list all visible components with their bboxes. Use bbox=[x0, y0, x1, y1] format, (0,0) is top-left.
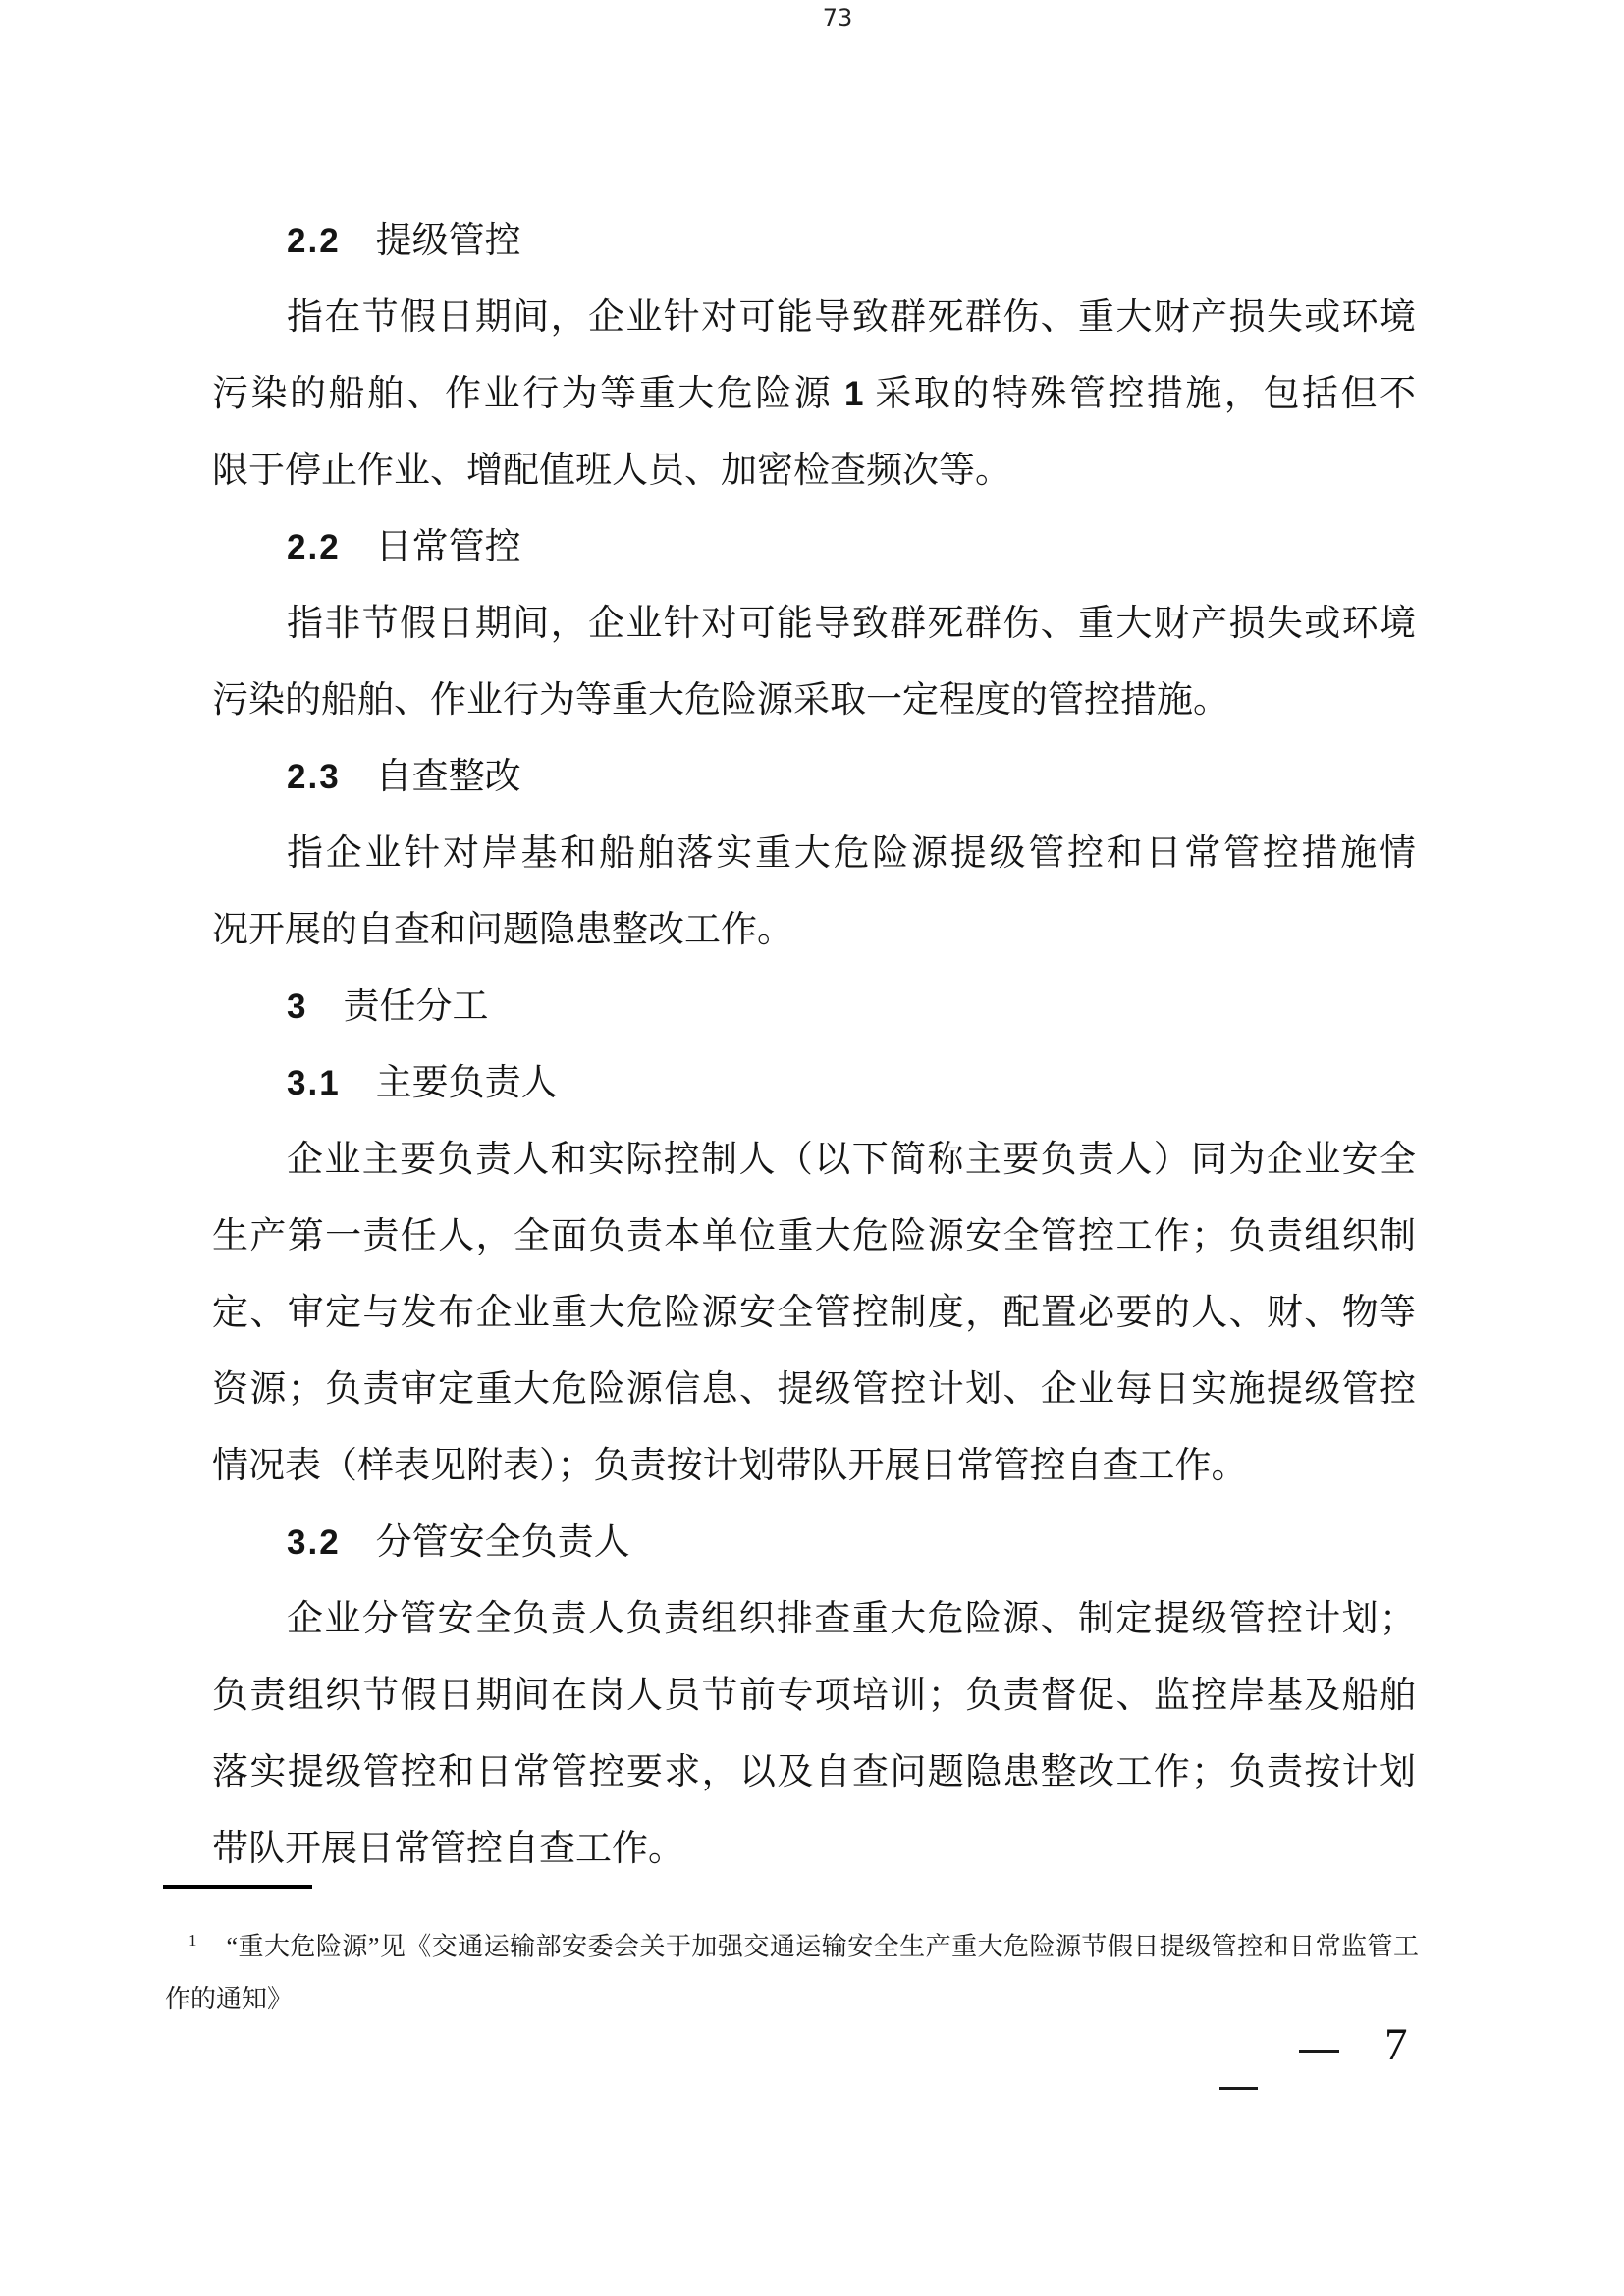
footnote-reference: 1 bbox=[844, 375, 864, 413]
text-segment: 污染的船舶、作业行为等重大危险源采取一定程度的管控措施。 bbox=[212, 680, 1229, 721]
body-text-line bbox=[212, 1199, 1416, 1275]
text-segment: 带队开展日常管控自查工作。 bbox=[212, 1829, 684, 1869]
text-segment: 情况表（样表见附表）；负责按计划带队开展日常管控自查工作。 bbox=[212, 1446, 1248, 1486]
text-segment: 污染的船舶、作业行为等重大危险源 bbox=[212, 374, 845, 414]
body-text-line bbox=[212, 356, 1416, 433]
section-number: 2.3 bbox=[287, 758, 341, 796]
text-segment: 生产第一责任人，全面负责本单位重大危险源安全管控工作；负责组织制 bbox=[212, 1216, 1416, 1256]
text-segment: 企业主要负责人和实际控制人（以下简称主要负责人）同为企业安全 bbox=[287, 1140, 1416, 1180]
footer-dash-bottom bbox=[1219, 2087, 1258, 2090]
text-segment: 指非节假日期间，企业针对可能导致群死群伤、重大财产损失或环境 bbox=[287, 604, 1416, 644]
document-body bbox=[212, 203, 1416, 1888]
top-page-number: 73 bbox=[822, 4, 853, 31]
section-number: 3 bbox=[287, 988, 308, 1026]
footnote-separator-line bbox=[163, 1885, 312, 1889]
body-text-line bbox=[212, 663, 1416, 739]
section-title: 自查整改 bbox=[375, 757, 521, 797]
body-text-line bbox=[212, 586, 1416, 663]
section-heading bbox=[212, 969, 1416, 1045]
section-number: 2.2 bbox=[287, 528, 341, 566]
text-segment: 限于停止作业、增配值班人员、加密检查频次等。 bbox=[212, 451, 1011, 491]
body-text-line bbox=[212, 1428, 1416, 1505]
text-segment: 企业分管安全负责人负责组织排查重大危险源、制定提级管控计划； bbox=[287, 1599, 1416, 1639]
text-segment: 指企业针对岸基和船舶落实重大危险源提级管控和日常管控措施情 bbox=[287, 833, 1416, 874]
section-title: 责任分工 bbox=[343, 987, 489, 1027]
section-heading bbox=[212, 739, 1416, 816]
body-text-line bbox=[212, 1811, 1416, 1888]
body-text-line bbox=[212, 1735, 1416, 1811]
body-text-line bbox=[212, 1275, 1416, 1352]
section-heading bbox=[212, 1505, 1416, 1581]
section-heading bbox=[212, 1045, 1416, 1122]
section-title: 日常管控 bbox=[375, 527, 521, 567]
section-title: 分管安全负责人 bbox=[375, 1522, 630, 1563]
section-heading bbox=[212, 203, 1416, 280]
body-text-line bbox=[212, 1658, 1416, 1735]
footnote-text: “重大危险源”见《交通运输部安委会关于加强交通运输安全生产重大危险源节假日提级管控和日常监管工 bbox=[226, 1932, 1419, 1961]
footnote bbox=[165, 1911, 1419, 2029]
section-number: 3.2 bbox=[287, 1523, 341, 1562]
section-heading bbox=[212, 509, 1416, 586]
text-segment: 指在节假日期间，企业针对可能导致群死群伤、重大财产损失或环境 bbox=[287, 297, 1416, 338]
footnote-line bbox=[165, 1970, 1419, 2029]
text-segment: 资源；负责审定重大危险源信息、提级管控计划、企业每日实施提级管控 bbox=[212, 1369, 1416, 1410]
body-text-line bbox=[212, 892, 1416, 969]
section-title: 主要负责人 bbox=[375, 1063, 558, 1103]
footnote-marker: 1 bbox=[189, 1931, 197, 1949]
text-segment: 况开展的自查和问题隐患整改工作。 bbox=[212, 910, 793, 950]
body-text-line bbox=[212, 816, 1416, 892]
text-segment: 采取的特殊管控措施，包括但不 bbox=[863, 374, 1416, 414]
text-segment: 负责组织节假日期间在岗人员节前专项培训；负责督促、监控岸基及船舶 bbox=[212, 1676, 1416, 1716]
bottom-page-number: 7 bbox=[1384, 2019, 1408, 2070]
body-text-line bbox=[212, 280, 1416, 356]
footnote-text: 作的通知》 bbox=[165, 1985, 294, 2013]
section-title: 提级管控 bbox=[375, 221, 521, 261]
text-segment: 落实提级管控和日常管控要求，以及自查问题隐患整改工作；负责按计划 bbox=[212, 1752, 1416, 1792]
text-segment: 定、审定与发布企业重大危险源安全管控制度，配置必要的人、财、物等 bbox=[212, 1293, 1416, 1333]
body-text-line bbox=[212, 1581, 1416, 1658]
section-number: 3.1 bbox=[287, 1064, 341, 1102]
section-number: 2.2 bbox=[287, 222, 341, 260]
footnote-line bbox=[165, 1911, 1419, 1970]
body-text-line bbox=[212, 1122, 1416, 1199]
footer-dash-top bbox=[1299, 2050, 1339, 2053]
body-text-line bbox=[212, 433, 1416, 509]
body-text-line bbox=[212, 1352, 1416, 1428]
